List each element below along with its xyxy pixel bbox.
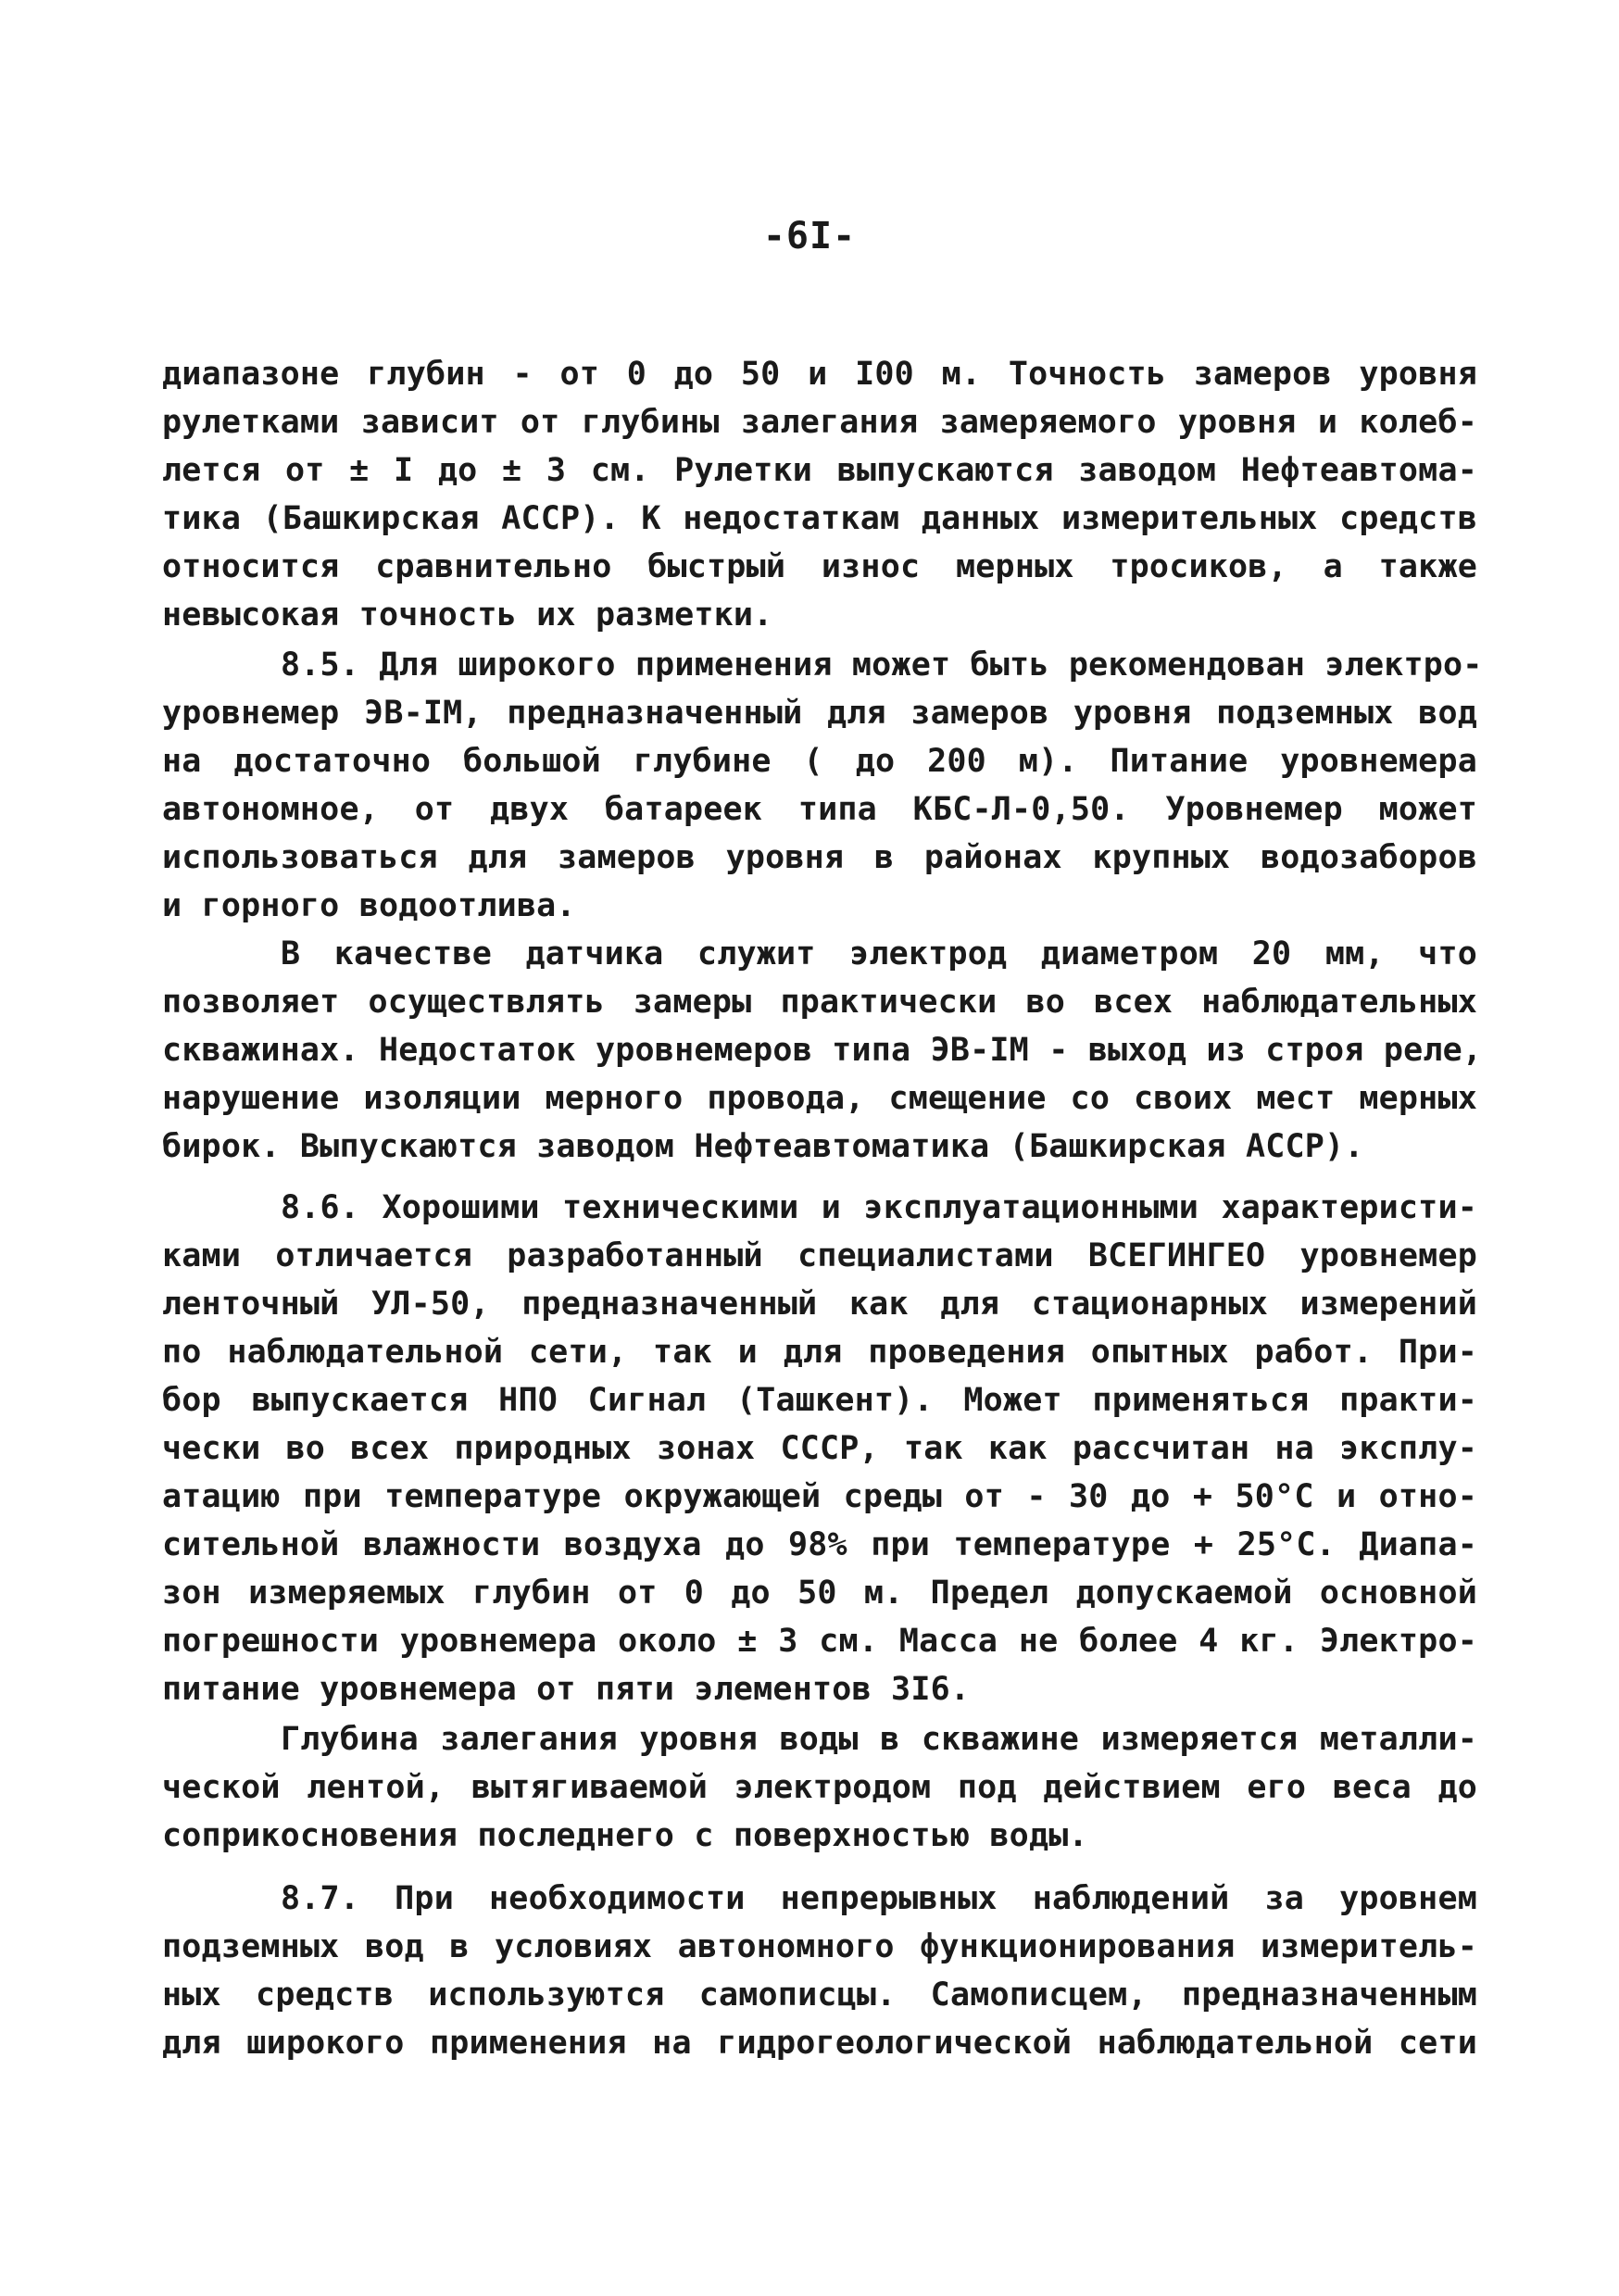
text-line: бор выпускается НПО Сигнал (Ташкент). Может применяться практи- <box>162 1382 1477 1419</box>
text-line: невысокая точность их разметки. <box>162 596 773 634</box>
paragraph-start: Глубина залегания уровня воды в скважине измеряется металли- <box>281 1721 1477 1758</box>
text-line: соприкосновения последнего с поверхностью воды. <box>162 1817 1088 1854</box>
text-line: ческой лентой, вытягиваемой электродом под действием его веса до <box>162 1769 1477 1806</box>
text-line: относится сравнительно быстрый износ мерных тросиков, а также <box>162 548 1477 585</box>
text-line: и горного водоотлива. <box>162 887 576 924</box>
paragraph-start: 8.6. Хорошими техническими и эксплуатационными характеристи- <box>281 1189 1477 1226</box>
text-line: нарушение изоляции мерного провода, смещение со своих мест мерных <box>162 1080 1477 1117</box>
text-line: атацию при температуре окружающей среды от - 30 до + 50°С и отно- <box>162 1478 1477 1515</box>
text-line: диапазоне глубин - от 0 до 50 и I00 м. Точность замеров уровня <box>162 356 1477 393</box>
text-line: рулетками зависит от глубины залегания замеряемого уровня и колеб- <box>162 404 1477 441</box>
paragraph-start: 8.7. При необходимости непрерывных наблюдений за уровнем <box>281 1880 1477 1917</box>
text-line: подземных вод в условиях автономного функционирования измеритель- <box>162 1928 1477 1965</box>
text-line: использоваться для замеров уровня в районах крупных водозаборов <box>162 839 1477 876</box>
text-line: по наблюдательной сети, так и для проведения опытных работ. При- <box>162 1334 1477 1371</box>
text-line: автономное, от двух батареек типа КБС-Л-0,50. Уровнемер может <box>162 791 1477 828</box>
paragraph-start: 8.5. Для широкого применения может быть рекомендован электро- <box>281 646 1483 684</box>
text-line: тика (Башкирская АССР). К недостаткам данных измерительных средств <box>162 500 1477 537</box>
text-line: сительной влажности воздуха до 98% при температуре + 25°С. Диапа- <box>162 1526 1477 1563</box>
text-line: ных средств используются самописцы. Самописцем, предназначенным <box>162 1976 1477 2014</box>
text-line: бирок. Выпускаются заводом Нефтеавтоматика (Башкирская АССР). <box>162 1128 1364 1165</box>
text-line: ленточный УЛ-50, предназначенный как для стационарных измерений <box>162 1286 1477 1323</box>
page-number: -6I- <box>762 215 857 257</box>
text-line: скважинах. Недостаток уровнемеров типа ЭВ-IМ - выход из строя реле, <box>162 1032 1483 1069</box>
text-line: на достаточно большой глубине ( до 200 м). Питание уровнемера <box>162 743 1477 780</box>
text-line: зон измеряемых глубин от 0 до 50 м. Предел допускаемой основной <box>162 1575 1477 1612</box>
text-line: позволяет осуществлять замеры практически во всех наблюдательных <box>162 984 1477 1021</box>
text-line: уровнемер ЭВ-IМ, предназначенный для замеров уровня подземных вод <box>162 695 1477 732</box>
text-line: лется от ± I до ± 3 см. Рулетки выпускаются заводом Нефтеавтома- <box>162 452 1477 489</box>
text-line: погрешности уровнемера около ± 3 см. Масса не более 4 кг. Электро- <box>162 1623 1477 1660</box>
paragraph-start: В качестве датчика служит электрод диаметром 20 мм, что <box>281 935 1477 972</box>
text-line: для широкого применения на гидрогеологической наблюдательной сети <box>162 2025 1477 2062</box>
text-line: питание уровнемера от пяти элементов 3I6. <box>162 1671 971 1708</box>
text-line: ками отличается разработанный специалистами ВСЕГИНГЕО уровнемер <box>162 1237 1477 1274</box>
text-line: чески во всех природных зонах СССР, так как рассчитан на эксплу- <box>162 1430 1477 1467</box>
